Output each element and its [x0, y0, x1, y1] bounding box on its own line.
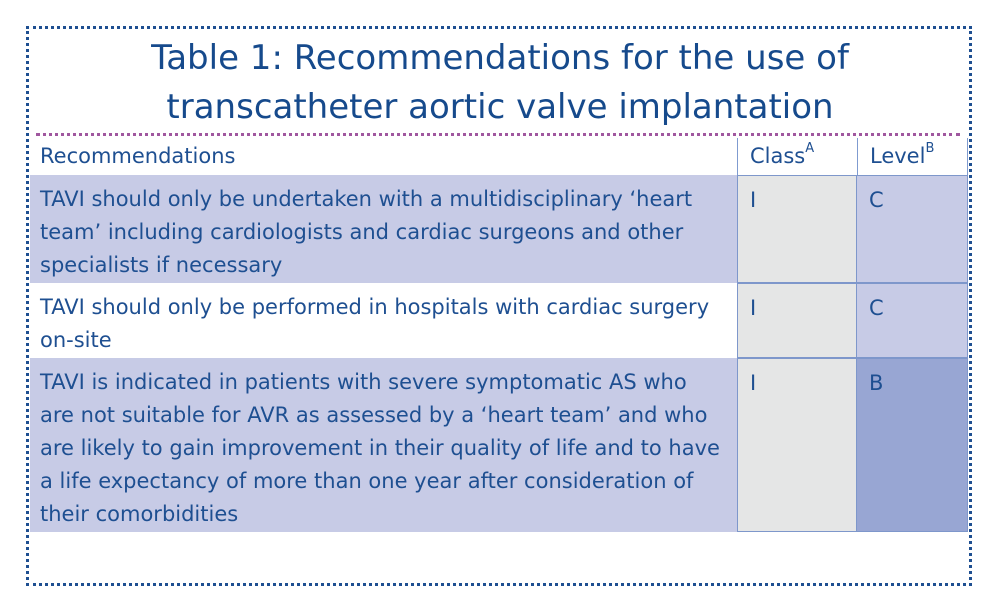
table-title — [30, 34, 970, 132]
header-level — [857, 138, 968, 175]
header-level-label: Level — [870, 144, 926, 168]
row-2-class-value: I — [750, 296, 757, 320]
table-row-1-level — [857, 175, 968, 283]
header-class — [737, 138, 857, 175]
header-class-label: Class — [750, 144, 806, 168]
row-3-text-line: are likely to gain improvement in their quality of life and to have — [40, 436, 720, 460]
table-row-2-recommendation — [30, 283, 737, 358]
row-2-level-value: C — [869, 296, 884, 320]
row-1-text-line: team’ including cardiologists and cardiac surgeons and other — [40, 220, 684, 244]
table-row-3-level — [857, 358, 968, 532]
row-3-class-value: I — [750, 371, 757, 395]
row-2-text-line: on-site — [40, 328, 112, 352]
table-row-1-class — [737, 175, 857, 283]
row-3-text-line: TAVI is indicated in patients with severe symptomatic AS who — [40, 370, 687, 394]
table-row-3-class — [737, 358, 857, 532]
header-level-footnote: B — [925, 141, 935, 156]
header-recommendations-label: Recommendations — [40, 144, 236, 168]
title-line-2: transcatheter aortic valve implantation — [166, 87, 834, 127]
header-class-footnote: A — [805, 141, 815, 156]
title-separator — [36, 133, 960, 136]
table-row-2-level — [857, 283, 968, 358]
header-recommendations — [30, 138, 737, 175]
row-1-level-value: C — [869, 188, 884, 212]
table-row-3-recommendation — [30, 358, 737, 532]
row-1-text-line: specialists if necessary — [40, 253, 283, 277]
row-1-text-line: TAVI should only be undertaken with a multidisciplinary ‘heart — [40, 187, 693, 211]
row-3-text-line: their comorbidities — [40, 502, 239, 526]
row-1-class-value: I — [750, 188, 757, 212]
row-3-level-value: B — [869, 371, 884, 395]
row-3-text-line: are not suitable for AVR as assessed by a ‘heart team’ and who — [40, 403, 708, 427]
row-3-text-line: a life expectancy of more than one year after consideration of — [40, 469, 694, 493]
title-line-1: Table 1: Recommendations for the use of — [151, 38, 849, 78]
row-2-text-line: TAVI should only be performed in hospitals with cardiac surgery — [40, 295, 710, 319]
table-row-1-recommendation — [30, 175, 737, 283]
table-row-2-class — [737, 283, 857, 358]
